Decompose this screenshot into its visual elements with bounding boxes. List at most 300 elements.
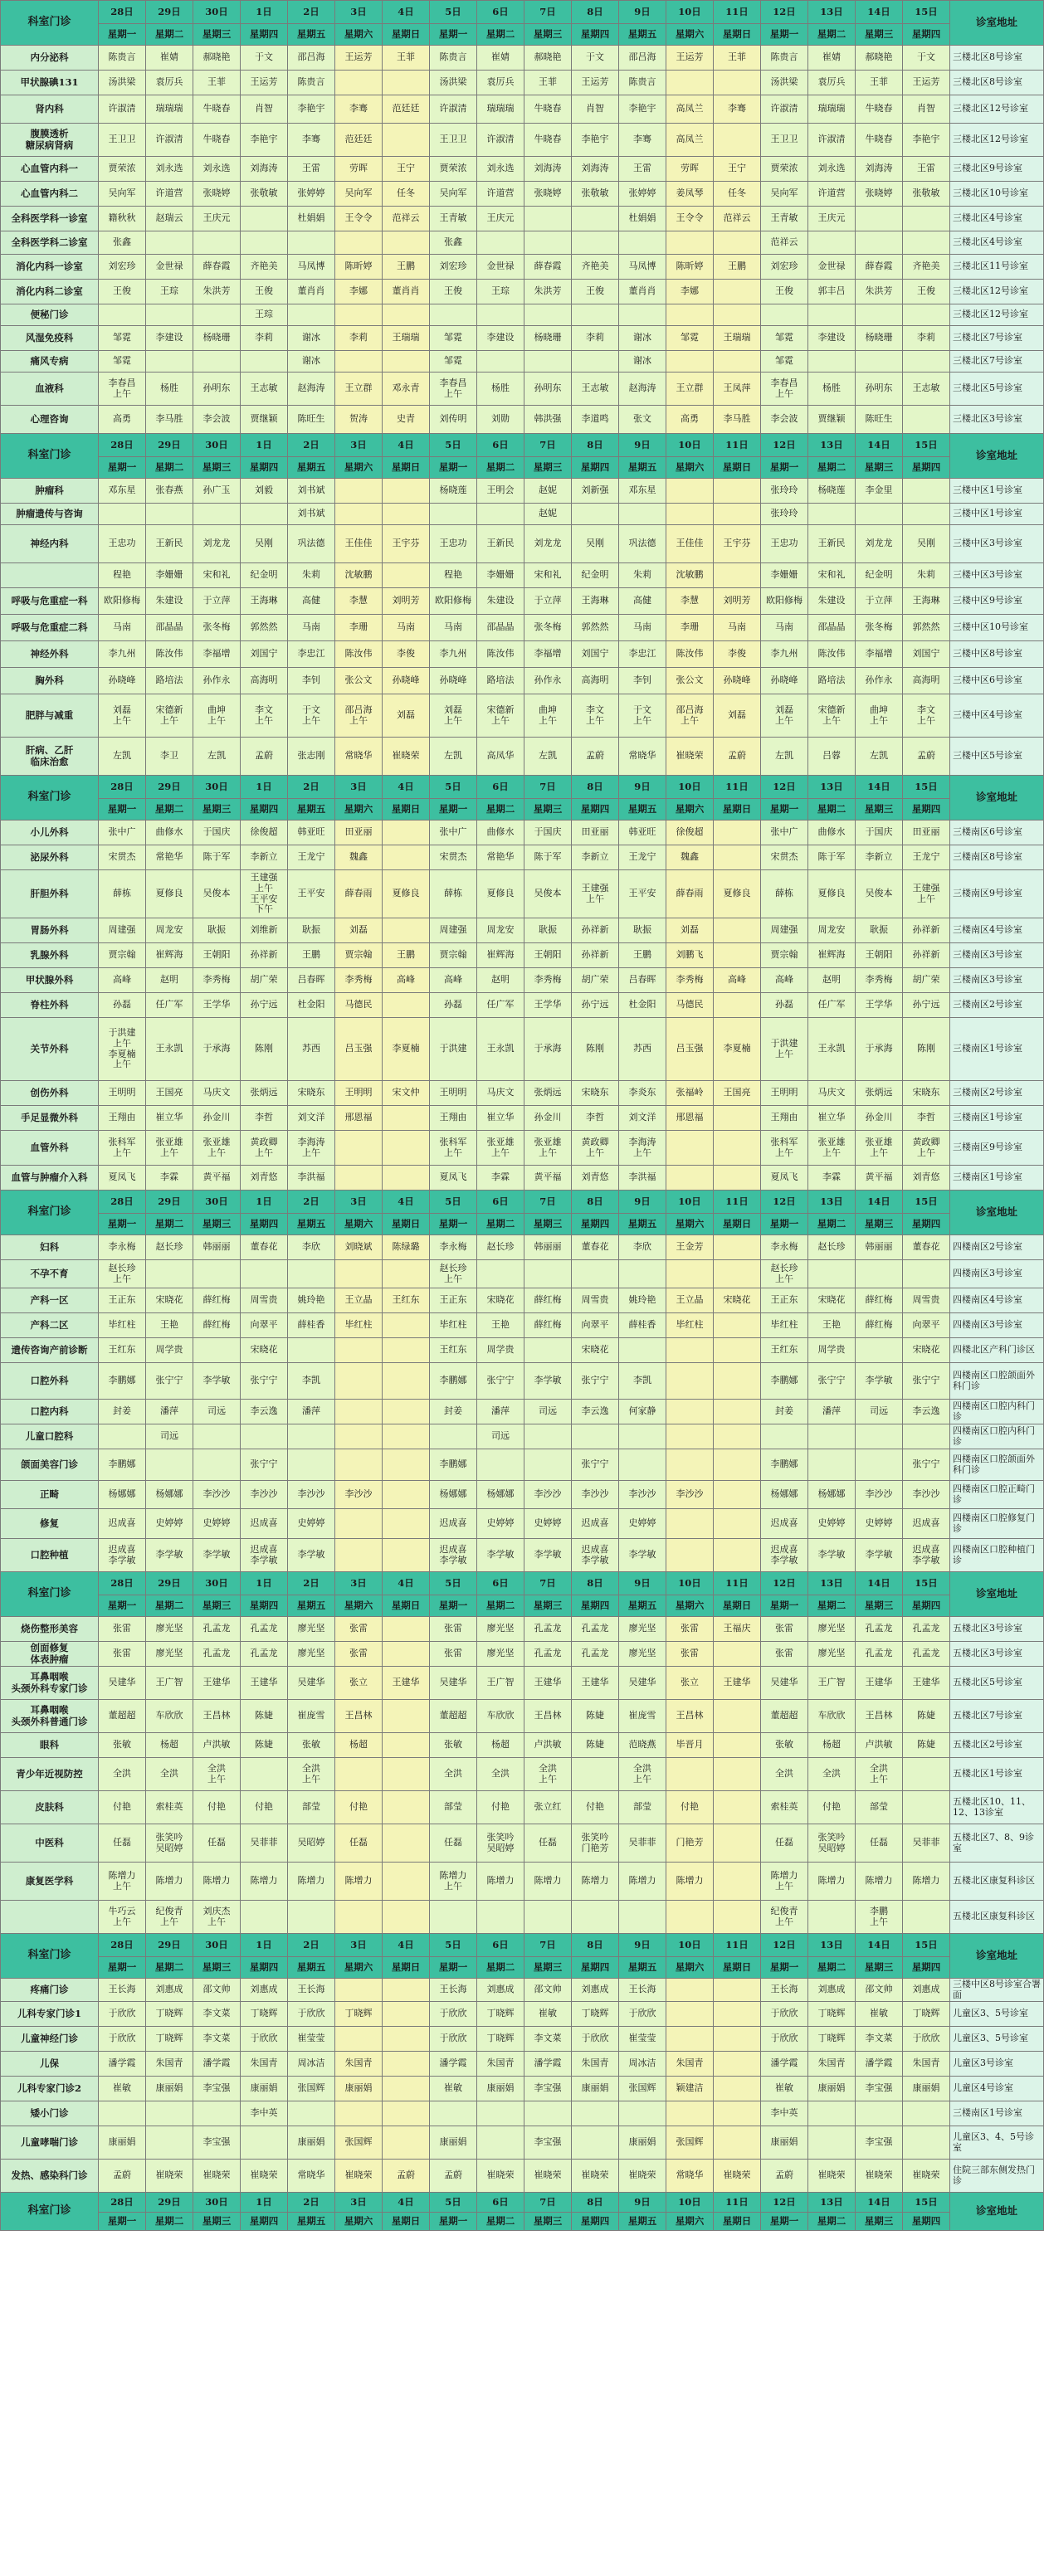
doctor-cell [714,1313,761,1338]
doctor-cell [572,231,619,255]
doctor-cell: 许淑清 [761,95,808,124]
doctor-cell: 刘龙龙 [193,525,241,563]
schedule-row [1,2101,1044,2126]
doctor-cell: 李艳宇 [572,124,619,157]
doctor-cell: 郝晓艳 [193,46,241,71]
date-cell: 7日 [524,434,572,457]
date-cell: 2日 [288,1,335,24]
department-name: 耳鼻咽喉 头颈外科普通门诊 [1,1700,99,1733]
doctor-cell: 路培法 [146,668,193,694]
doctor-cell: 薛栋 [99,870,146,918]
schedule-row [1,1081,1044,1106]
doctor-cell: 杨超 [335,1733,383,1758]
doctor-cell: 邹霓 [99,326,146,351]
weekday-cell: 星期四 [572,2213,619,2231]
date-cell: 15日 [903,1572,950,1595]
doctor-cell: 全洪 [761,1758,808,1791]
doctor-cell: 常晓华 [335,738,383,776]
doctor-cell: 卢洪敏 [524,1733,572,1758]
doctor-cell: 刘惠成 [241,1979,288,2002]
date-cell: 11日 [714,1934,761,1957]
doctor-cell: 周龙安 [808,918,856,943]
clinic-location: 三楼北区12号诊室 [950,280,1044,304]
doctor-cell: 李哲 [572,1106,619,1131]
weekday-cell: 星期二 [808,1957,856,1979]
date-cell: 3日 [335,1572,383,1595]
schedule-row [1,1481,1044,1509]
doctor-cell: 王菲 [383,46,430,71]
location-header: 诊室地址 [950,1,1044,46]
doctor-cell: 崔庞雪 [288,1700,335,1733]
clinic-location: 三楼南区3号诊室 [950,943,1044,968]
doctor-cell: 陈汝伟 [808,641,856,668]
doctor-cell: 刘海涛 [572,157,619,182]
doctor-cell: 于欣欣 [903,2027,950,2052]
doctor-cell: 宋晓花 [146,1288,193,1313]
doctor-cell [714,1235,761,1260]
doctor-cell [903,2101,950,2126]
doctor-cell: 史婷婷 [193,1509,241,1539]
doctor-cell: 邵晶晶 [808,615,856,641]
date-cell: 7日 [524,1,572,24]
doctor-cell: 李鹏娜 [99,1363,146,1400]
doctor-cell: 索桂英 [761,1791,808,1824]
clinic-location: 四楼南区3号诊室 [950,1260,1044,1288]
doctor-cell: 邹霓 [761,326,808,351]
doctor-cell: 李福增 [193,641,241,668]
doctor-cell: 王龙宁 [903,845,950,870]
doctor-cell: 宋晓花 [714,1288,761,1313]
doctor-cell [808,351,856,373]
doctor-cell: 于欣欣 [572,2027,619,2052]
doctor-cell: 王俊 [572,280,619,304]
doctor-cell: 高勇 [666,406,714,434]
doctor-cell [383,993,430,1018]
schedule-row [1,157,1044,182]
doctor-cell: 毕红柱 [99,1313,146,1338]
doctor-cell: 常艳华 [477,845,524,870]
department-name: 口腔种植 [1,1539,99,1572]
doctor-cell [572,351,619,373]
doctor-cell: 李鹏 上午 [856,1901,903,1934]
doctor-cell: 李娜 [335,280,383,304]
doctor-cell: 崔晓荣 [477,2160,524,2193]
doctor-cell [524,1901,572,1934]
date-cell: 2日 [288,776,335,799]
doctor-cell: 马南 [714,615,761,641]
doctor-cell: 部莹 [619,1791,666,1824]
doctor-cell: 贾宗翰 [430,943,477,968]
weekday-cell: 星期六 [335,457,383,479]
date-cell: 13日 [808,1,856,24]
location-header: 诊室地址 [950,1934,1044,1979]
doctor-cell [808,304,856,326]
doctor-cell: 沈敏鹏 [666,563,714,588]
doctor-cell: 张晓婷 [856,182,903,207]
weekday-cell: 星期三 [193,24,241,46]
clinic-location: 三楼北区10号诊室 [950,182,1044,207]
doctor-cell: 邹霓 [761,351,808,373]
date-cell: 4日 [383,1572,430,1595]
doctor-cell: 谢冰 [288,326,335,351]
doctor-cell: 陈贵言 [288,71,335,95]
department-name: 泌尿外科 [1,845,99,870]
doctor-cell: 潘学霞 [193,2052,241,2077]
doctor-cell: 刘宏珍 [99,255,146,280]
doctor-cell: 丁晓辉 [146,2027,193,2052]
doctor-cell: 王正东 [430,1288,477,1313]
doctor-cell: 于国庆 [524,821,572,845]
doctor-cell: 李艳宇 [288,95,335,124]
doctor-cell: 廖光坚 [146,1617,193,1642]
doctor-cell: 张宁宁 [241,1449,288,1481]
doctor-cell [524,1424,572,1449]
doctor-cell: 付艳 [477,1791,524,1824]
doctor-cell: 刘宏珍 [761,255,808,280]
weekday-cell: 星期五 [288,1595,335,1617]
doctor-cell: 金世禄 [808,255,856,280]
doctor-cell [666,1901,714,1934]
doctor-cell [383,1313,430,1338]
location-header: 诊室地址 [950,1191,1044,1235]
doctor-cell: 张敬敏 [903,182,950,207]
doctor-cell: 杨胜 [146,373,193,406]
doctor-cell [856,1449,903,1481]
doctor-cell: 常晓华 [619,738,666,776]
location-header: 诊室地址 [950,434,1044,479]
doctor-cell: 邵文帅 [856,1979,903,2002]
doctor-cell: 陈婕 [241,1733,288,1758]
doctor-cell [288,304,335,326]
weekday-cell: 星期一 [430,457,477,479]
doctor-cell: 王红东 [430,1338,477,1363]
date-cell: 5日 [430,776,477,799]
doctor-cell: 王新民 [808,525,856,563]
doctor-cell: 吴昭婷 [288,1824,335,1863]
doctor-cell: 张亚雄 上午 [146,1131,193,1166]
weekday-cell: 星期四 [572,1214,619,1235]
doctor-cell [714,845,761,870]
doctor-cell: 孙祥新 [903,918,950,943]
doctor-cell: 史婷婷 [477,1509,524,1539]
doctor-cell: 李洪福 [619,1166,666,1191]
date-header-row [1,1934,1044,1957]
doctor-cell: 王鹏 [288,943,335,968]
doctor-cell: 崔晓荣 [335,2160,383,2193]
doctor-cell: 郭然然 [903,615,950,641]
date-cell: 6日 [477,434,524,457]
doctor-cell: 李鹏娜 [430,1449,477,1481]
date-cell: 3日 [335,1934,383,1957]
doctor-cell: 李学敏 [146,1539,193,1572]
doctor-cell: 肖智 [572,95,619,124]
doctor-cell: 宋晓东 [903,1081,950,1106]
clinic-location: 三楼南区1号诊室 [950,1018,1044,1081]
doctor-cell: 李秀梅 [193,968,241,993]
date-cell: 15日 [903,434,950,457]
date-header-row [1,434,1044,457]
doctor-cell: 王明明 [430,1081,477,1106]
doctor-cell: 崔晓荣 [572,2160,619,2193]
doctor-cell: 崔晓荣 [619,2160,666,2193]
doctor-cell: 李新立 [572,845,619,870]
doctor-cell: 张科军 上午 [99,1131,146,1166]
doctor-cell: 崔晓荣 [808,2160,856,2193]
doctor-cell: 周雪贵 [903,1288,950,1313]
clinic-location: 三楼中区8号诊室合署面 [950,1979,1044,2002]
doctor-cell: 李艳宇 [903,124,950,157]
doctor-cell: 夏凤飞 [99,1166,146,1191]
doctor-cell: 崔敏 [524,2002,572,2027]
doctor-cell: 王庆元 [477,207,524,231]
doctor-cell: 于立萍 [856,588,903,615]
weekday-cell: 星期二 [477,1595,524,1617]
department-name: 创面修复 体表肿瘤 [1,1642,99,1667]
doctor-cell: 任磊 [856,1824,903,1863]
doctor-cell: 李学敏 [193,1363,241,1400]
schedule-row [1,124,1044,157]
schedule-row [1,943,1044,968]
doctor-cell: 李永梅 [99,1235,146,1260]
doctor-cell: 张亚雄 上午 [524,1131,572,1166]
date-cell: 1日 [241,1191,288,1214]
doctor-cell: 孙晓峰 [383,668,430,694]
doctor-cell: 高健 [619,588,666,615]
doctor-cell: 吴菲菲 [903,1824,950,1863]
doctor-cell: 黄平福 [856,1166,903,1191]
weekday-cell: 星期四 [572,1957,619,1979]
doctor-cell: 朱国青 [146,2052,193,2077]
doctor-cell: 王建华 [856,1667,903,1700]
clinic-location: 三楼南区6号诊室 [950,821,1044,845]
doctor-cell: 苏西 [619,1018,666,1081]
date-cell: 15日 [903,776,950,799]
doctor-cell [808,2101,856,2126]
doctor-cell: 宋文仲 [383,1081,430,1106]
doctor-cell [666,1449,714,1481]
doctor-cell: 张敏 [288,1733,335,1758]
doctor-cell: 吴向军 [335,182,383,207]
doctor-cell: 许淑清 [477,124,524,157]
doctor-cell [666,2002,714,2027]
schedule-row [1,280,1044,304]
weekday-cell: 星期五 [288,799,335,821]
date-cell: 13日 [808,1934,856,1957]
doctor-cell: 王长海 [761,1979,808,2002]
doctor-cell: 曲修水 [808,821,856,845]
doctor-cell: 潘学霞 [99,2052,146,2077]
department-name: 呼吸与危重症二科 [1,615,99,641]
date-cell: 6日 [477,1572,524,1595]
doctor-cell: 王翔由 [99,1106,146,1131]
doctor-cell: 毕红柱 [335,1313,383,1338]
weekday-cell: 星期一 [430,799,477,821]
doctor-cell [761,1424,808,1449]
department-name: 肿瘤遗传与咨询 [1,504,99,525]
date-cell: 10日 [666,1934,714,1957]
doctor-cell [477,504,524,525]
weekday-cell: 星期日 [714,24,761,46]
doctor-cell: 郭丰吕 [808,280,856,304]
doctor-cell [241,504,288,525]
date-cell: 7日 [524,1934,572,1957]
doctor-cell: 于文 [572,46,619,71]
doctor-cell [714,918,761,943]
doctor-cell: 廖光坚 [808,1642,856,1667]
doctor-cell: 陈增力 上午 [761,1863,808,1901]
weekday-cell: 星期三 [193,1595,241,1617]
doctor-cell: 谢冰 [619,326,666,351]
doctor-cell: 陈增力 [666,1863,714,1901]
doctor-cell [193,351,241,373]
doctor-cell: 耿振 [193,918,241,943]
schedule-row [1,588,1044,615]
doctor-cell: 邵吕海 [288,46,335,71]
doctor-cell: 全洪 [808,1758,856,1791]
doctor-cell: 李学敏 [856,1539,903,1572]
doctor-cell: 王国亮 [146,1081,193,1106]
doctor-cell: 全洪 上午 [524,1758,572,1791]
doctor-cell: 牛晓春 [193,95,241,124]
doctor-cell: 孙广玉 [193,479,241,504]
date-cell: 5日 [430,434,477,457]
doctor-cell: 丁晓辉 [808,2027,856,2052]
doctor-cell [477,231,524,255]
weekday-cell: 星期一 [99,1595,146,1617]
date-cell: 6日 [477,776,524,799]
department-name: 血管与肿瘤介入科 [1,1166,99,1191]
doctor-cell: 李沙沙 [903,1481,950,1509]
doctor-cell: 张宁宁 [241,1363,288,1400]
doctor-cell: 张笑吟 吴昭婷 [808,1824,856,1863]
doctor-cell: 吕玉强 [666,1018,714,1081]
doctor-cell: 刘海涛 [524,157,572,182]
weekday-cell: 星期二 [146,1214,193,1235]
doctor-cell: 黄平福 [193,1166,241,1191]
doctor-cell: 孟蔚 [572,738,619,776]
doctor-cell: 宋晓花 [903,1338,950,1363]
weekday-cell: 星期四 [241,799,288,821]
doctor-cell: 王建华 [524,1667,572,1700]
doctor-cell: 王广智 [808,1667,856,1700]
doctor-cell: 张宁宁 [477,1363,524,1400]
doctor-cell [241,207,288,231]
doctor-cell [714,943,761,968]
doctor-cell [666,1131,714,1166]
doctor-cell: 陈刚 [572,1018,619,1081]
department-name: 便秘门诊 [1,304,99,326]
doctor-cell [335,1758,383,1791]
department-name: 口腔内科 [1,1400,99,1424]
doctor-cell [619,1449,666,1481]
schedule-row [1,1901,1044,1934]
doctor-cell [619,504,666,525]
date-cell: 1日 [241,2193,288,2213]
doctor-cell: 汤洪梁 [430,71,477,95]
doctor-cell: 李宝强 [524,2126,572,2160]
doctor-cell: 崔辉海 [808,943,856,968]
doctor-cell [193,2101,241,2126]
doctor-cell: 李钊 [288,668,335,694]
doctor-cell: 李云逸 [903,1400,950,1424]
weekday-cell: 星期五 [619,1957,666,1979]
weekday-cell: 星期三 [524,457,572,479]
doctor-cell: 刘宏珍 [430,255,477,280]
doctor-cell: 张玲玲 [761,504,808,525]
doctor-cell: 迟成喜 李学敏 [761,1539,808,1572]
doctor-cell: 王令令 [335,207,383,231]
weekday-cell: 星期四 [241,1214,288,1235]
weekday-cell: 星期四 [903,457,950,479]
date-cell: 9日 [619,1,666,24]
doctor-cell: 李永梅 [430,1235,477,1260]
doctor-cell: 孙磊 [430,993,477,1018]
doctor-cell: 韩亚旺 [288,821,335,845]
date-header-row [1,2193,1044,2213]
doctor-cell: 王艳 [146,1313,193,1338]
doctor-cell [856,2101,903,2126]
doctor-cell: 迟成喜 [99,1509,146,1539]
date-cell: 29日 [146,1191,193,1214]
doctor-cell: 吕春晖 [619,968,666,993]
doctor-cell [335,1260,383,1288]
clinic-location: 三楼北区4号诊室 [950,207,1044,231]
clinic-location: 四楼南区口腔正畸门诊 [950,1481,1044,1509]
schedule-row [1,1424,1044,1449]
clinic-location: 三楼中区9号诊室 [950,588,1044,615]
date-cell: 9日 [619,1191,666,1214]
weekday-cell: 星期五 [619,799,666,821]
date-cell: 2日 [288,1191,335,1214]
doctor-cell [714,821,761,845]
doctor-cell: 李沙沙 [524,1481,572,1509]
doctor-cell: 李姗姗 [761,563,808,588]
weekday-cell: 星期一 [761,799,808,821]
doctor-cell: 张宁宁 [903,1449,950,1481]
doctor-cell: 王菲 [193,71,241,95]
doctor-cell [714,2077,761,2101]
doctor-cell: 王明会 [477,479,524,504]
doctor-cell [903,1791,950,1824]
doctor-cell: 董春花 [572,1235,619,1260]
doctor-cell: 潘学霞 [430,2052,477,2077]
doctor-cell: 孔孟龙 [856,1617,903,1642]
doctor-cell: 全洪 [477,1758,524,1791]
doctor-cell: 王红东 [383,1288,430,1313]
doctor-cell: 徐俊超 [241,821,288,845]
doctor-cell: 孟蔚 [383,2160,430,2193]
doctor-cell: 孔孟龙 [524,1617,572,1642]
doctor-cell: 吴建华 [430,1667,477,1700]
clinic-location: 三楼北区4号诊室 [950,231,1044,255]
clinic-location: 三楼南区8号诊室 [950,845,1044,870]
doctor-cell: 孟蔚 [761,2160,808,2193]
doctor-cell: 任磊 [99,1824,146,1863]
weekday-cell: 星期四 [572,1595,619,1617]
doctor-cell: 王琮 [241,304,288,326]
doctor-cell: 陈增力 上午 [430,1863,477,1901]
doctor-cell [383,1449,430,1481]
doctor-cell: 耿振 [619,918,666,943]
doctor-cell: 李莉 [572,326,619,351]
doctor-cell: 孟蔚 [430,2160,477,2193]
doctor-cell: 王红东 [761,1338,808,1363]
doctor-cell: 李文 上午 [572,694,619,738]
doctor-cell: 朱国青 [241,2052,288,2077]
doctor-cell [714,1363,761,1400]
doctor-cell: 陈增力 [903,1863,950,1901]
doctor-cell: 王翔由 [761,1106,808,1131]
